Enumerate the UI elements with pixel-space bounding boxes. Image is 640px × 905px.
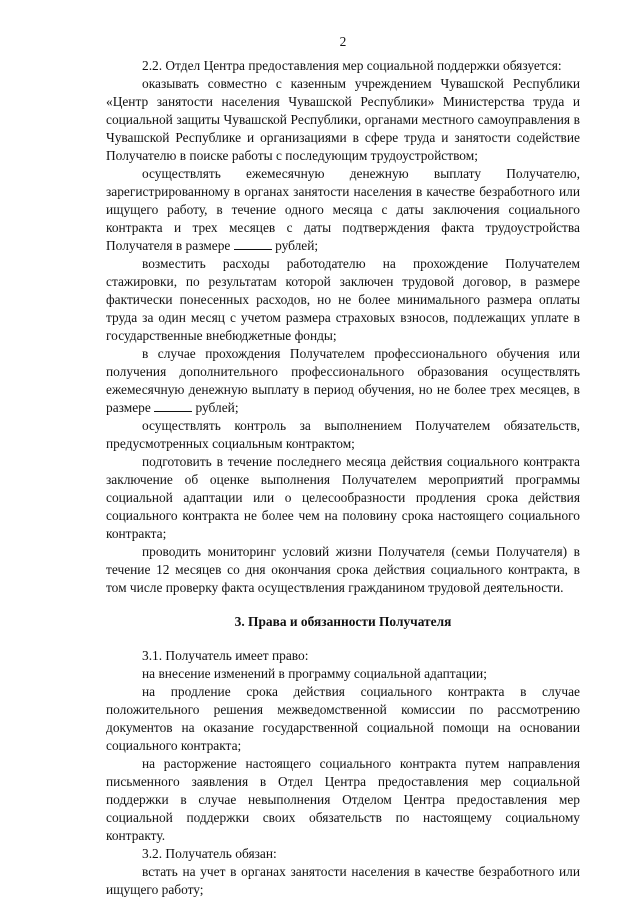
paragraph-contract-extension: на продление срока действия социального контракта в случае положительного решения межведомственной комиссии по рассмотрению документов на оказание государственной социальной помощи на основании социального контракта; [106,684,580,753]
paragraph-employment-assistance: оказывать совместно с казенным учреждением Чувашской Республики «Центр занятости населения Чувашской Республики» Министерства труда и социальной защиты Чувашской Республики, органами местного самоуправления в Чувашской Республике и организациями в сфере труда и занятости содействие Получателю в поиске работы с последующим трудоустройством; [106,76,580,163]
paragraph-monthly-payment-unit: рублей; [275,238,319,253]
amount-blank [234,238,272,250]
paragraph-3-1-intro: 3.1. Получатель имеет право: [142,648,309,663]
paragraph-training-payment-unit: рублей; [195,400,239,415]
paragraph-contract-termination: на расторжение настоящего социального контракта путем направления письменного заявления в Отдел Центра предоставления мер социальной поддержки в случае невыполнения Отделом Центра предоставления мер социальной поддержки своих обязательств по настоящему социальному контракту. [106,756,580,843]
paragraph-monthly-payment-text: осуществлять ежемесячную денежную выплату Получателю, зарегистрированному в органах занятости населения в качестве безработного или ищущего работу, в течение одного месяца с даты заключения социального контракта и трех месяцев с даты подтверждения факта трудоустройства Получателя в размере [106,166,580,253]
paragraph-internship-reimbursement: возместить расходы работодателю на прохождение Получателем стажировки, по результатам которой заключен трудовой договор, в размере фактически понесенных расходов, но не более минимального размера оплаты труда за один месяц с учетом размера страховых взносов, подлежащих уплате в государственные внебюджетные фонды; [106,256,580,343]
paragraph-control: осуществлять контроль за выполнением Получателем обязательств, предусмотренных социальным контрактом; [106,418,580,451]
paragraph-3-2-intro: 3.2. Получатель обязан: [142,846,277,861]
paragraph-2-2-intro: 2.2. Отдел Центра предоставления мер социальной поддержки обязуется: [142,58,562,73]
page-number: 2 [339,34,347,49]
document-page [106,33,580,899]
paragraph-monthly-payment [106,165,580,255]
section-3-heading: 3. Права и обязанности Получателя [234,614,452,629]
paragraph-monitoring: проводить мониторинг условий жизни Получателя (семьи Получателя) в течение 12 месяцев со дня окончания срока действия социального контракта, в том числе проверку факта осуществления гражданином трудовой деятельности. [106,544,580,595]
paragraph-assessment: подготовить в течение последнего месяца действия социального контракта заключение об оценке выполнения Получателем мероприятий программы социальной адаптации или о целесообразности продления срока действия социального контракта не более чем на половину срока настоящего социального контракта; [106,454,580,541]
paragraph-register-unemployed: встать на учет в органах занятости населения в качестве безработного или ищущего работу; [106,864,580,897]
paragraph-program-changes: на внесение изменений в программу социальной адаптации; [142,666,487,681]
amount-blank [154,400,192,412]
paragraph-training-payment-text: в случае прохождения Получателем профессионального обучения или получения дополнительного профессионального образования осуществлять ежемесячную денежную выплату в период обучения, но не более трех месяцев, в размере [106,346,580,415]
paragraph-training-payment [106,345,580,417]
